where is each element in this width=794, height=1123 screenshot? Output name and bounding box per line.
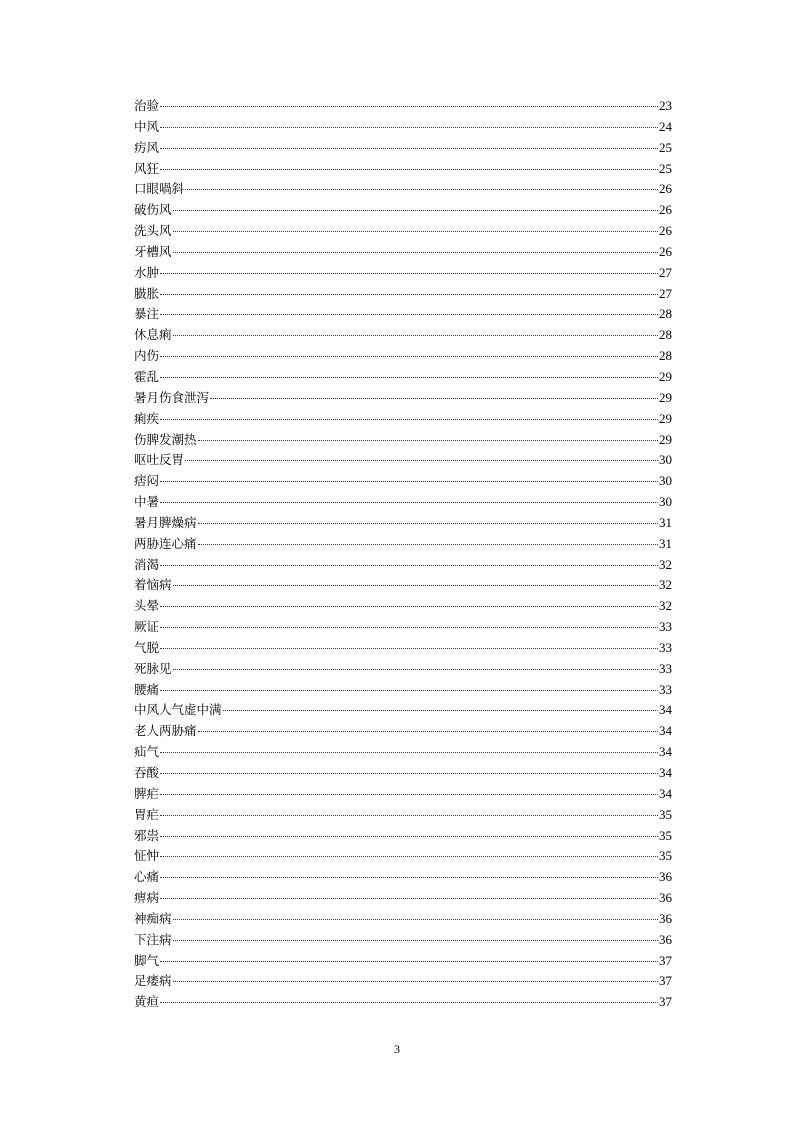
toc-entry-title: 痞闷: [134, 473, 160, 489]
toc-entry[interactable]: [134, 992, 672, 1013]
dot-leader: [160, 419, 658, 420]
toc-entry-title: 水肿: [134, 264, 160, 280]
dot-leader: [160, 794, 658, 795]
toc-entry[interactable]: [134, 179, 672, 200]
toc-entry-title: 消渴: [134, 556, 160, 572]
toc-entry-page: 34: [659, 765, 672, 780]
toc-entry-page: 32: [659, 598, 672, 614]
toc-entry-title: 着恼病: [134, 577, 172, 593]
toc-entry-page: 26: [659, 223, 672, 239]
dot-leader: [160, 273, 658, 274]
toc-entry-page: 29: [659, 410, 672, 426]
dot-leader: [160, 836, 658, 837]
toc-entry-page: 32: [659, 577, 672, 593]
toc-entry[interactable]: [134, 513, 672, 534]
toc-entry-page: 27: [659, 285, 672, 301]
dot-leader: [185, 460, 658, 461]
toc-entry-page: 32: [659, 556, 672, 572]
toc-entry-page: 25: [659, 139, 672, 155]
toc-entry-page: 36: [659, 890, 672, 906]
toc-entry-page: 37: [659, 973, 672, 989]
dot-leader: [160, 481, 658, 482]
toc-entry[interactable]: [134, 826, 672, 847]
dot-leader: [173, 335, 658, 336]
dot-leader: [198, 544, 658, 545]
toc-entry-title: 疝气: [134, 744, 160, 760]
dot-leader: [198, 523, 658, 524]
toc-entry-page: 37: [659, 952, 672, 968]
dot-leader: [173, 585, 658, 586]
toc-entry-page: 28: [659, 306, 672, 322]
toc-entry-page: 29: [659, 389, 672, 405]
toc-entry[interactable]: [134, 138, 672, 159]
toc-entry-title: 中风: [134, 118, 160, 134]
toc-entry-page: 30: [659, 452, 672, 468]
toc-entry-title: 洗头风: [134, 223, 172, 239]
toc-entry[interactable]: [134, 930, 672, 951]
toc-entry[interactable]: [134, 888, 672, 909]
toc-entry-page: 26: [659, 243, 672, 259]
toc-entry-page: 34: [659, 744, 672, 760]
toc-entry-title: 老人两胁痛: [134, 723, 197, 739]
toc-entry[interactable]: [134, 867, 672, 888]
toc-entry-title: 下注病: [134, 931, 172, 947]
toc-entry-page: 24: [659, 118, 672, 134]
dot-leader: [198, 731, 658, 732]
toc-entry[interactable]: [134, 409, 672, 430]
toc-entry-page: 27: [659, 264, 672, 280]
toc-entry[interactable]: [134, 909, 672, 930]
toc-entry[interactable]: [134, 951, 672, 972]
toc-entry[interactable]: [134, 325, 672, 346]
toc-entry-title: 气脱: [134, 639, 160, 655]
toc-entry[interactable]: [134, 846, 672, 867]
dot-leader: [160, 773, 658, 774]
toc-entry[interactable]: [134, 96, 672, 117]
toc-entry-title: 暑月脾燥病: [134, 514, 197, 530]
toc-entry[interactable]: [134, 200, 672, 221]
toc-entry-title: 中风人气虚中满: [134, 702, 222, 718]
toc-entry-page: 34: [659, 702, 672, 718]
toc-entry-title: 足痿病: [134, 973, 172, 989]
dot-leader: [185, 189, 658, 190]
toc-entry[interactable]: [134, 784, 672, 805]
dot-leader: [210, 398, 658, 399]
toc-entry-title: 破伤风: [134, 202, 172, 218]
dot-leader: [160, 356, 658, 357]
toc-entry-title: 胃疟: [134, 806, 160, 822]
dot-leader: [160, 314, 658, 315]
toc-entry-title: 黄疸: [134, 994, 160, 1010]
toc-entry-title: 暑月伤食泄泻: [134, 389, 210, 405]
toc-entry[interactable]: [134, 659, 672, 680]
dot-leader: [173, 252, 658, 253]
toc-entry[interactable]: [134, 742, 672, 763]
dot-leader: [173, 940, 658, 941]
toc-entry[interactable]: [134, 471, 672, 492]
toc-entry[interactable]: [134, 617, 672, 638]
toc-entry-page: 29: [659, 368, 672, 384]
toc-entry[interactable]: [134, 263, 672, 284]
dot-leader: [223, 710, 658, 711]
toc-entry-page: 35: [659, 848, 672, 864]
toc-entry[interactable]: [134, 284, 672, 305]
dot-leader: [160, 106, 658, 107]
toc-entry-title: 头晕: [134, 598, 160, 614]
toc-entry-page: 28: [659, 348, 672, 364]
dot-leader: [160, 377, 658, 378]
toc-entry-title: 牙槽风: [134, 243, 172, 259]
toc-entry[interactable]: [134, 971, 672, 992]
toc-entry-title: 死脉见: [134, 660, 172, 676]
toc-entry-title: 暴注: [134, 306, 160, 322]
dot-leader: [160, 815, 658, 816]
dot-leader: [173, 231, 658, 232]
toc-entry[interactable]: [134, 346, 672, 367]
toc-entry-title: 腰痛: [134, 681, 160, 697]
toc-entry[interactable]: [134, 596, 672, 617]
toc-entry-page: 31: [659, 514, 672, 530]
dot-leader: [160, 856, 658, 857]
toc-entry-page: 35: [659, 806, 672, 822]
page-number: 3: [394, 1042, 400, 1056]
toc-entry[interactable]: [134, 805, 672, 826]
toc-entry-page: 34: [659, 723, 672, 739]
dot-leader: [160, 752, 658, 753]
toc-entry-title: 厥证: [134, 619, 160, 635]
toc-entry[interactable]: [134, 388, 672, 409]
toc-entry-title: 口眼喎斜: [134, 181, 185, 197]
toc-entry[interactable]: [134, 534, 672, 555]
toc-entry-title: 休息痢: [134, 327, 172, 343]
table-of-contents: [134, 96, 672, 1013]
toc-entry-page: 33: [659, 639, 672, 655]
toc-entry-title: 痹病: [134, 890, 160, 906]
toc-entry-page: 30: [659, 473, 672, 489]
toc-entry-title: 两胁连心痛: [134, 535, 197, 551]
toc-entry-page: 33: [659, 660, 672, 676]
toc-entry-title: 吞酸: [134, 765, 160, 780]
toc-entry-page: 28: [659, 327, 672, 343]
toc-entry-page: 31: [659, 535, 672, 551]
toc-entry[interactable]: [134, 555, 672, 576]
toc-entry[interactable]: [134, 763, 672, 784]
toc-entry-page: 33: [659, 681, 672, 697]
toc-entry-page: 37: [659, 994, 672, 1010]
toc-entry-page: 23: [659, 98, 672, 113]
dot-leader: [160, 898, 658, 899]
toc-entry[interactable]: [134, 430, 672, 451]
toc-entry-title: 怔忡: [134, 848, 160, 864]
toc-entry-title: 心痛: [134, 869, 160, 885]
toc-entry-page: 33: [659, 619, 672, 635]
toc-entry[interactable]: [134, 680, 672, 701]
toc-entry-title: 风狂: [134, 160, 160, 176]
toc-entry-title: 内伤: [134, 348, 160, 364]
toc-entry-page: 26: [659, 202, 672, 218]
toc-entry-page: 36: [659, 869, 672, 885]
toc-entry-page: 34: [659, 785, 672, 801]
dot-leader: [173, 919, 658, 920]
toc-entry[interactable]: [134, 700, 672, 721]
dot-leader: [198, 440, 658, 441]
toc-entry-title: 脚气: [134, 952, 160, 968]
toc-entry[interactable]: [134, 159, 672, 180]
toc-entry-title: 呕吐反胃: [134, 452, 185, 468]
toc-entry[interactable]: [134, 575, 672, 596]
toc-entry-title: 痢疾: [134, 410, 160, 426]
dot-leader: [160, 565, 658, 566]
dot-leader: [160, 148, 658, 149]
toc-entry-page: 35: [659, 827, 672, 843]
toc-entry-title: 神痴病: [134, 910, 172, 926]
dot-leader: [160, 690, 658, 691]
toc-entry[interactable]: [134, 492, 672, 513]
toc-entry-page: 29: [659, 431, 672, 447]
dot-leader: [160, 1002, 658, 1003]
dot-leader: [173, 210, 658, 211]
toc-entry-title: 疠风: [134, 139, 160, 155]
dot-leader: [160, 127, 658, 128]
dot-leader: [160, 169, 658, 170]
toc-entry-page: 25: [659, 160, 672, 176]
toc-entry-title: 霍乱: [134, 368, 160, 384]
toc-entry-title: 中暑: [134, 494, 160, 510]
dot-leader: [160, 627, 658, 628]
toc-entry-title: 脾疟: [134, 785, 160, 801]
toc-entry-page: 26: [659, 181, 672, 197]
dot-leader: [173, 669, 658, 670]
toc-entry-title: 臌胀: [134, 285, 160, 301]
toc-entry[interactable]: [134, 221, 672, 242]
toc-entry-title: 治验: [134, 98, 160, 113]
toc-entry-title: 伤脾发潮热: [134, 431, 197, 447]
dot-leader: [160, 877, 658, 878]
toc-entry-page: 36: [659, 931, 672, 947]
toc-entry[interactable]: [134, 450, 672, 471]
dot-leader: [160, 502, 658, 503]
dot-leader: [160, 648, 658, 649]
dot-leader: [160, 961, 658, 962]
toc-entry[interactable]: [134, 117, 672, 138]
dot-leader: [160, 294, 658, 295]
toc-entry[interactable]: [134, 367, 672, 388]
toc-entry[interactable]: [134, 721, 672, 742]
toc-entry[interactable]: [134, 242, 672, 263]
dot-leader: [160, 606, 658, 607]
toc-entry[interactable]: [134, 304, 672, 325]
toc-entry-page: 36: [659, 910, 672, 926]
toc-entry-title: 邪祟: [134, 827, 160, 843]
toc-entry[interactable]: [134, 638, 672, 659]
toc-entry-page: 30: [659, 494, 672, 510]
dot-leader: [173, 981, 658, 982]
